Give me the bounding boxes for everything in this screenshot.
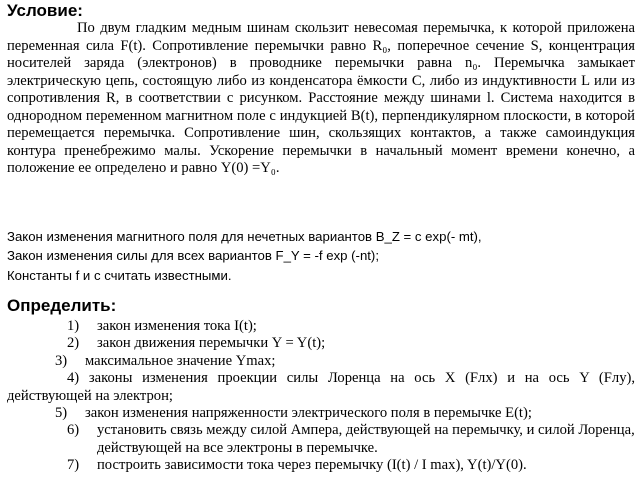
task-item bbox=[7, 457, 635, 474]
task-list bbox=[7, 318, 635, 475]
task-text bbox=[7, 370, 635, 405]
task-number: 7) bbox=[67, 457, 80, 474]
task-text: закон изменения тока I(t); bbox=[97, 318, 257, 334]
task-number: 1) bbox=[67, 318, 80, 334]
task-number: 2) bbox=[67, 335, 80, 352]
laws-block bbox=[7, 227, 635, 285]
condition-heading: Условие: bbox=[7, 1, 83, 20]
task-item bbox=[7, 370, 635, 405]
task-number: 3) bbox=[55, 352, 68, 369]
task-number: 6) bbox=[67, 422, 80, 439]
magnetic-field-law: Закон изменения магнитного поля для нечетных вариантов B_Z = c exp(- mt), bbox=[7, 229, 482, 244]
task-item bbox=[0, 405, 635, 422]
task-number: 5) bbox=[55, 405, 68, 422]
task-text: закон изменения напряженности электрического поля в перемычке E(t); bbox=[85, 405, 532, 422]
task-number: 4) bbox=[67, 370, 80, 387]
task-text: построить зависимости тока через перемычку (I(t) / I max), Y(t)/Y(0). bbox=[97, 457, 527, 474]
constants-note: Константы f и c считать известными. bbox=[7, 267, 232, 283]
task-text-body: законы изменения проекции силы Лоренца на ось X (Fлх) и на ось Y (Fлу), действующей на электрон; bbox=[7, 370, 635, 404]
task-text: максимальное значение Ymax; bbox=[85, 352, 276, 369]
task-item bbox=[7, 318, 635, 335]
condition-paragraph: По двум гладким медным шинам скользит невесомая перемычка, к которой приложена переменная сила F(t). Сопротивление перемычки равно R₀, поперечное сечение S, концентрация носителей заряда (электронов) в проводнике перемычки равна n₀. Перемычка замыкает электрическую цепь, состоящую либо из конденсатора ёмкости C, либо из индуктивности L или из сопротивления R, в соответствии с рисунком. Расстояние между шинами l. Система находится в однородном переменном магнитном поле с индукцией B(t), перпендикулярном плоскости, в которой перемещается перемычка. Сопротивление шин, скользящих контактов, а также самоиндукция контура пренебрежимо малы. Ускорение перемычки в начальный момент времени конечно, а положение ее определено и равно Y(0) =Y₀. bbox=[7, 20, 635, 176]
task-item bbox=[0, 353, 635, 370]
force-law: Закон изменения силы для всех вариантов F_Y = -f exp (-nt); bbox=[7, 248, 379, 264]
task-item bbox=[7, 335, 635, 352]
determine-heading: Определить: bbox=[7, 296, 117, 315]
task-item bbox=[7, 422, 635, 457]
task-text: закон движения перемычки Y = Y(t); bbox=[97, 335, 326, 352]
task-text: установить связь между силой Ампера, действующей на перемычку, и силой Лоренца, действующей на все электроны в перемычке. bbox=[97, 422, 635, 456]
